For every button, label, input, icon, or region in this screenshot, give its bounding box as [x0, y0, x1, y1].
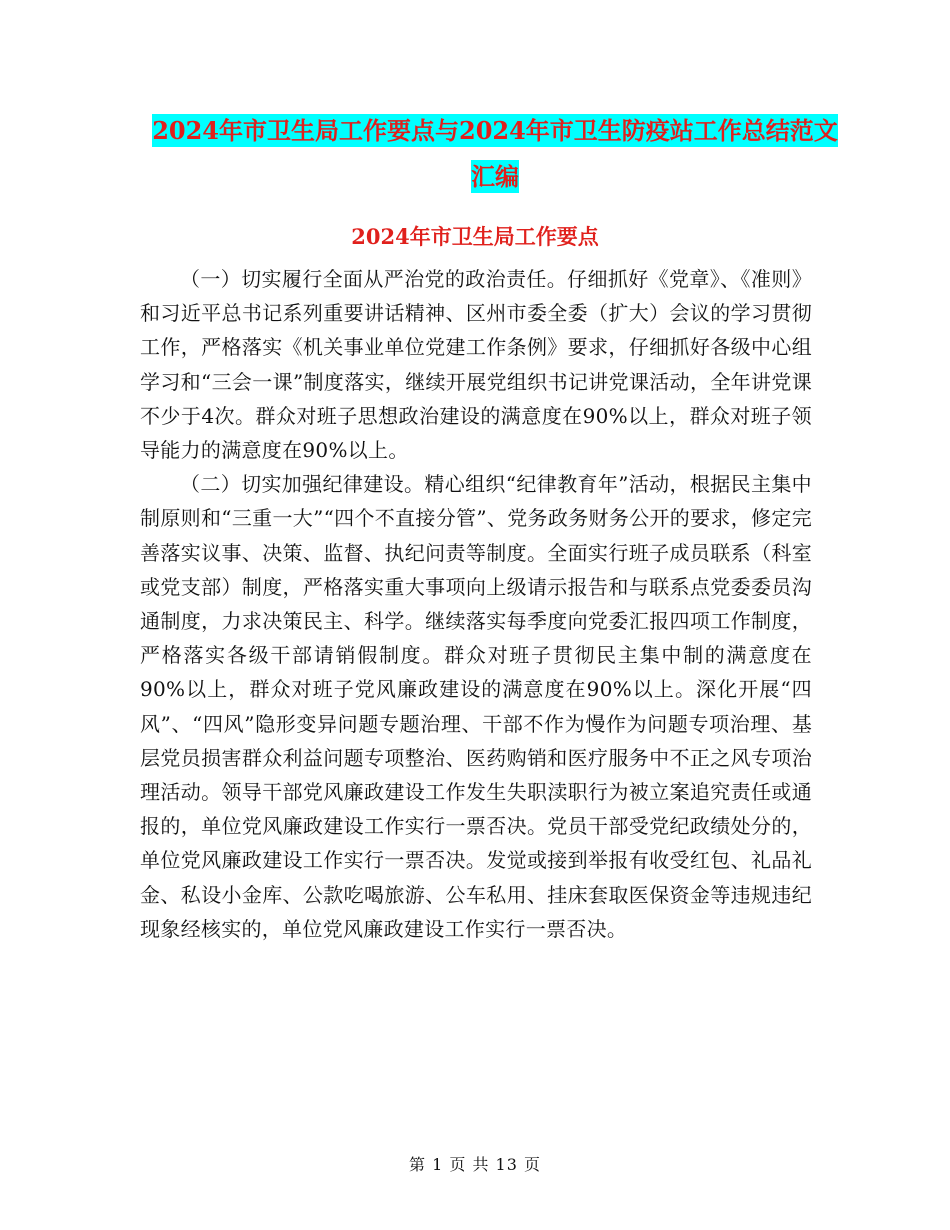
document-title-text: 2024年市卫生局工作要点与2024年市卫生防疫站工作总结范文汇编	[152, 116, 838, 191]
document-body	[140, 262, 812, 946]
paragraph-1: （一）切实履行全面从严治党的政治责任。仔细抓好《党章》、《准则》和习近平总书记系列重要讲话精神、区州市委全委（扩大）会议的学习贯彻工作，严格落实《机关事业单位党建工作条例》要求，仔细抓好各级中心组学习和“三会一课”制度落实，继续开展党组织书记讲党课活动，全年讲党课不少于4次。群众对班子思想政治建设的满意度在90%以上，群众对班子领导能力的满意度在90%以上。	[140, 267, 812, 463]
document-title	[150, 108, 840, 200]
section-title: 2024年市卫生局工作要点	[351, 224, 599, 249]
paragraph-2: （二）切实加强纪律建设。精心组织“纪律教育年”活动，根据民主集中制原则和“三重一大”“四个不直接分管”、党务政务财务公开的要求，修定完善落实议事、决策、监督、执纪问责等制度。全面实行班子成员联系（科室或党支部）制度，严格落实重大事项向上级请示报告和与联系点党委委员沟通制度，力求决策民主、科学。继续落实每季度向党委汇报四项工作制度，严格落实各级干部请销假制度。群众对班子贯彻民主集中制的满意度在90%以上，群众对班子党风廉政建设的满意度在90%以上。深化开展“四风”、“四风”隐形变异问题专题治理、干部不作为慢作为问题专项治理、基层党员损害群众利益问题专项整治、医药购销和医疗服务中不正之风专项治理活动。领导干部党风廉政建设工作发生失职渎职行为被立案追究责任或通报的，单位党风廉政建设工作实行一票否决。党员干部受党纪政绩处分的，单位党风廉政建设工作实行一票否决。发觉或接到举报有收受红包、礼品礼金、私设小金库、公款吃喝旅游、公车私用、挂床套取医保资金等违规违纪现象经核实的，单位党风廉政建设工作实行一票否决。	[140, 472, 812, 941]
page-footer: 第 1 页 共 13 页	[409, 1155, 541, 1174]
